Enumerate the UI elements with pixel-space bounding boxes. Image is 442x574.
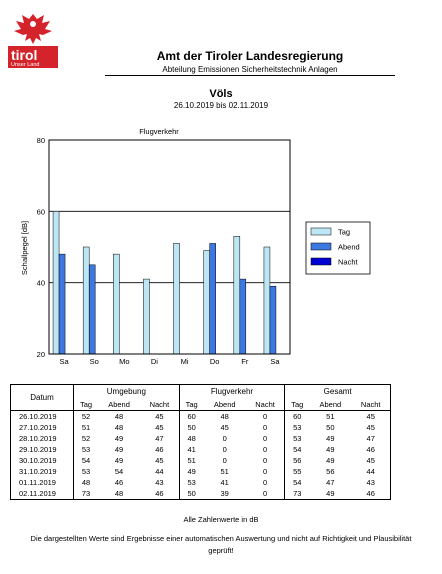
bar-abend [210, 243, 216, 354]
table-cell: 53 [74, 444, 98, 455]
table-cell: 39 [204, 488, 246, 500]
table-cell: 53 [74, 466, 98, 477]
values-table [10, 384, 391, 500]
table-cell: 0 [262, 411, 268, 421]
row-date: 31.10.2019 [11, 466, 74, 477]
row-date: 29.10.2019 [11, 444, 74, 455]
table-cell: 48 [114, 422, 124, 432]
subheader-nacht: Nacht [140, 399, 179, 411]
bar-abend [59, 254, 65, 354]
table-cell: 47 [155, 433, 164, 443]
table-cell: 50 [326, 422, 335, 432]
bar-abend [240, 279, 246, 354]
table-row [11, 433, 391, 444]
bar-tag [204, 251, 210, 354]
table-cell: 0 [222, 444, 227, 454]
location-title: Völs [209, 88, 233, 100]
table-cell: 49 [179, 466, 203, 477]
legend-swatch-nacht [311, 258, 331, 265]
table-cell: 46 [114, 477, 124, 487]
org-title: Amt der Tiroler Landesregierung [156, 49, 344, 63]
x-tick-label: So [89, 357, 99, 366]
table-cell: 50 [179, 422, 203, 433]
row-date: 30.10.2019 [11, 455, 74, 466]
x-tick-label: Mo [119, 357, 130, 366]
table-cell: 43 [155, 477, 164, 487]
table-cell: 52 [74, 410, 98, 422]
x-tick-label: Fr [241, 357, 249, 366]
table-cell: 0 [222, 455, 227, 465]
chart-ylabel: Schallpegel [dB] [20, 220, 29, 276]
y-tick-label: 60 [36, 207, 45, 217]
logo-text: tirol [11, 47, 38, 63]
table-cell: 51 [179, 455, 203, 466]
subheader-tag: Tag [179, 399, 203, 411]
bar-tag [174, 243, 180, 354]
table-cell: 41 [179, 444, 203, 455]
bar-abend [89, 265, 95, 354]
row-date: 27.10.2019 [11, 422, 74, 433]
date-range: 26.10.2019 bis 02.11.2019 [173, 101, 269, 110]
table-cell: 54 [114, 466, 124, 476]
table-cell: 48 [98, 488, 140, 500]
legend-swatch-tag [311, 228, 331, 235]
table-cell: 43 [351, 477, 390, 488]
tirol-logo [8, 10, 58, 68]
disclaimer: Die dargestellten Werte sind Ergebnisse einer automatischen Auswertung und nicht auf Richtigkeit und Plausibilität geprüft! [30, 534, 412, 555]
table-cell: 49 [114, 433, 124, 443]
table-cell: 54 [285, 444, 309, 455]
table-cell: 53 [285, 433, 309, 444]
table-cell: 49 [326, 433, 335, 443]
y-tick-label: 40 [36, 278, 45, 288]
table-body [11, 410, 391, 499]
table-cell: 51 [326, 411, 335, 421]
table-cell: 56 [326, 466, 335, 476]
x-tick-label: Di [150, 357, 158, 366]
x-tick-label: Sa [270, 357, 280, 366]
table-cell: 46 [155, 444, 164, 454]
group-header-flugverkehr: Flugverkehr [179, 385, 285, 399]
table-row [11, 444, 391, 455]
table-cell: 45 [351, 410, 390, 422]
x-tick-label: Do [209, 357, 220, 366]
table-cell: 0 [222, 433, 227, 443]
units-note: Alle Zahlenwerte in dB [183, 515, 259, 524]
table-cell: 47 [351, 433, 390, 444]
table-cell: 45 [155, 422, 164, 432]
table-cell: 46 [351, 488, 390, 500]
table-cell: 60 [179, 410, 203, 422]
table-cell: 45 [220, 422, 229, 432]
legend-label-abend: Abend [338, 242, 360, 252]
table-cell: 41 [220, 477, 229, 487]
group-header-umgebung: Umgebung [74, 385, 180, 399]
bar-tag [83, 247, 89, 354]
bar-tag [264, 247, 270, 354]
table-cell: 47 [326, 477, 335, 487]
table-cell: 73 [285, 488, 309, 500]
table-cell: 49 [114, 444, 124, 454]
y-tick-label: 20 [36, 350, 45, 359]
legend-label-tag: Tag [338, 227, 351, 237]
header-divider [105, 75, 395, 76]
table-row [11, 410, 391, 422]
table-cell: 0 [262, 433, 268, 443]
table-cell: 50 [179, 488, 203, 500]
bar-tag [53, 211, 59, 354]
legend-swatch-abend [311, 243, 331, 250]
table-cell: 0 [262, 444, 268, 454]
table-row [11, 488, 391, 500]
table-cell: 48 [179, 433, 203, 444]
table-cell: 54 [285, 477, 309, 488]
table-cell: 45 [351, 422, 390, 433]
table-cell: 0 [262, 466, 268, 476]
table-cell: 48 [74, 477, 98, 488]
table-cell: 52 [74, 433, 98, 444]
subheader-abend: Abend [204, 399, 246, 411]
group-header-gesamt: Gesamt [285, 385, 391, 399]
x-tick-label: Mi [180, 357, 189, 366]
table-cell: 51 [220, 466, 229, 476]
logo-subtext: Unser Land [11, 62, 40, 68]
subheader-nacht: Nacht [351, 399, 390, 411]
bar-tag [234, 236, 240, 354]
table-cell: 49 [114, 455, 124, 465]
table-cell: 45 [351, 455, 390, 466]
table-cell: 45 [155, 455, 164, 465]
subheader-abend: Abend [98, 399, 140, 411]
chart-legend [306, 222, 370, 274]
row-date: 26.10.2019 [11, 410, 74, 422]
row-date: 28.10.2019 [11, 433, 74, 444]
org-subtitle: Abteilung Emissionen Sicherheitstechnik Anlagen [162, 65, 338, 74]
table-cell: 0 [262, 477, 268, 487]
row-date: 01.11.2019 [11, 477, 74, 488]
table-cell: 44 [351, 466, 390, 477]
bar-abend [270, 286, 276, 354]
table-cell: 44 [155, 466, 164, 476]
table-cell: 54 [74, 455, 98, 466]
table-row [11, 455, 391, 466]
chart-title: Flugverkehr [139, 127, 179, 136]
table-cell: 49 [309, 488, 351, 500]
table-cell: 53 [285, 422, 309, 433]
subheader-tag: Tag [285, 399, 309, 411]
table-cell: 51 [74, 422, 98, 433]
table-cell: 0 [246, 488, 285, 500]
table-cell: 0 [262, 455, 268, 465]
bar-tag [143, 279, 149, 354]
flugverkehr-chart [0, 120, 442, 370]
table-cell: 55 [285, 466, 309, 477]
table-cell: 73 [74, 488, 98, 500]
table-cell: 53 [179, 477, 203, 488]
subheader-nacht: Nacht [246, 399, 285, 411]
legend-label-nacht: Nacht [338, 257, 358, 267]
subheader-abend: Abend [309, 399, 351, 411]
table-row [11, 466, 391, 477]
y-tick-label: 80 [36, 136, 45, 145]
table-cell: 49 [326, 455, 335, 465]
table-cell: 48 [220, 411, 229, 421]
table-row [11, 422, 391, 433]
table-cell: 56 [285, 455, 309, 466]
eagle-icon [14, 14, 52, 44]
table-cell: 0 [262, 422, 268, 432]
table-cell: 46 [140, 488, 179, 500]
subheader-tag: Tag [74, 399, 98, 411]
date-header: Datum [11, 385, 74, 411]
table-row [11, 477, 391, 488]
table-cell: 60 [285, 410, 309, 422]
table-cell: 49 [326, 444, 335, 454]
table-cell: 45 [155, 411, 164, 421]
row-date: 02.11.2019 [11, 488, 74, 500]
x-tick-label: Sa [59, 357, 69, 366]
table-cell: 48 [114, 411, 124, 421]
table-cell: 46 [351, 444, 390, 455]
bar-tag [113, 254, 119, 354]
